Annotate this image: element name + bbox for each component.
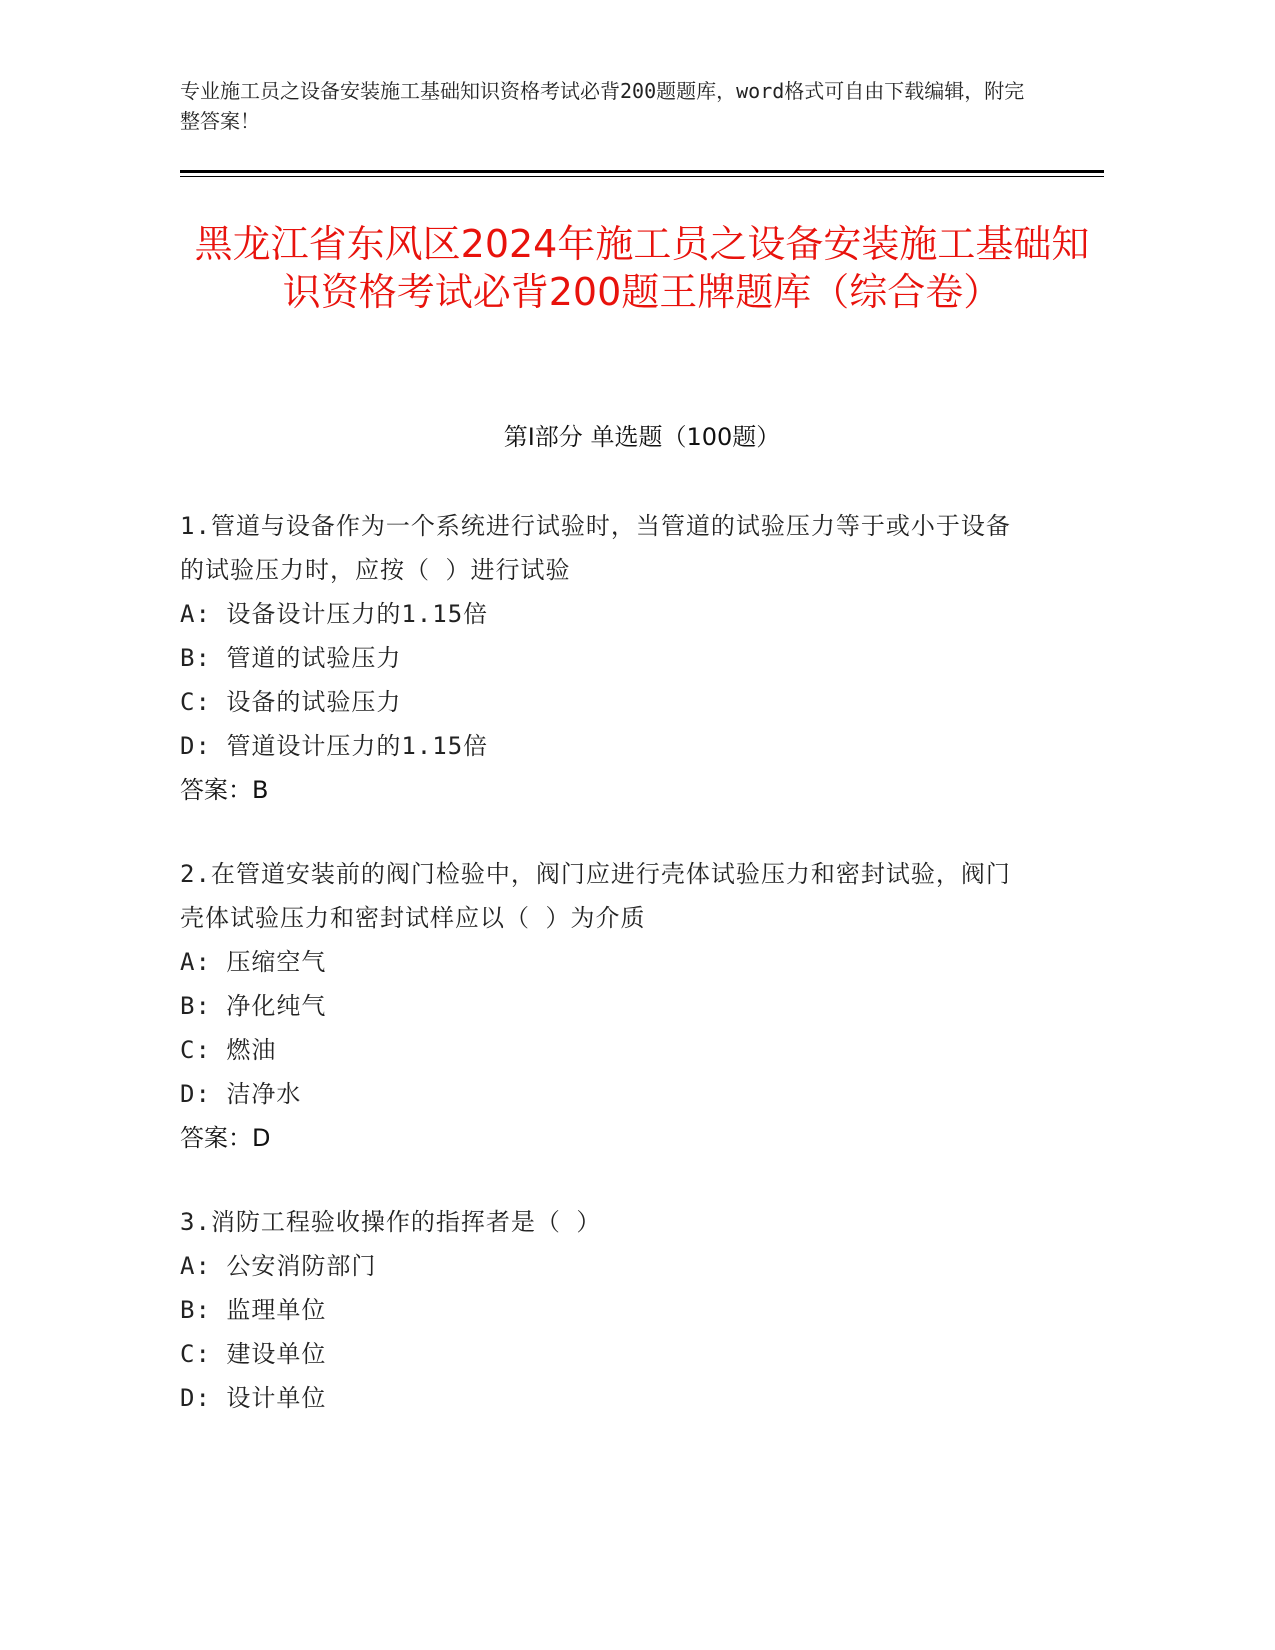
- question-1: [180, 504, 1030, 812]
- option-b: B: 监理单位: [180, 1296, 327, 1324]
- option-d: D: 管道设计压力的1.15倍: [180, 732, 489, 760]
- option-b: B: 净化纯气: [180, 992, 327, 1020]
- option-c: C: 建设单位: [180, 1340, 327, 1368]
- option-c: C: 燃油: [180, 1036, 277, 1064]
- question-2: [180, 852, 1030, 1160]
- question-stem: 3.消防工程验收操作的指挥者是（ ）: [180, 1208, 602, 1236]
- document-title: 黑龙江省东风区2024年施工员之设备安装施工基础知识资格考试必背200题王牌题库（综合卷）: [194, 222, 1090, 314]
- question-stem: 2.在管道安装前的阀门检验中，阀门应进行壳体试验压力和密封试验，阀门壳体试验压力和密封试样应以（ ）为介质: [180, 860, 1011, 932]
- section-title: 第Ⅰ部分 单选题（100题）: [503, 423, 781, 451]
- header-divider-thin: [180, 176, 1104, 177]
- question-3: [180, 1200, 1030, 1420]
- question-list: [180, 504, 1030, 1460]
- answer-line: 答案：B: [180, 776, 269, 804]
- answer-line: 答案：D: [180, 1124, 271, 1152]
- option-c: C: 设备的试验压力: [180, 688, 402, 716]
- header-divider-thick: [180, 170, 1104, 173]
- option-a: A: 公安消防部门: [180, 1252, 377, 1280]
- option-d: D: 洁净水: [180, 1080, 302, 1108]
- option-a: A: 设备设计压力的1.15倍: [180, 600, 489, 628]
- option-b: B: 管道的试验压力: [180, 644, 402, 672]
- header-note: 专业施工员之设备安装施工基础知识资格考试必背200题题库，word格式可自由下载编辑，附完整答案！: [180, 79, 1025, 133]
- option-a: A: 压缩空气: [180, 948, 327, 976]
- option-d: D: 设计单位: [180, 1384, 327, 1412]
- question-stem: 1.管道与设备作为一个系统进行试验时，当管道的试验压力等于或小于设备的试验压力时，应按（ ）进行试验: [180, 512, 1011, 584]
